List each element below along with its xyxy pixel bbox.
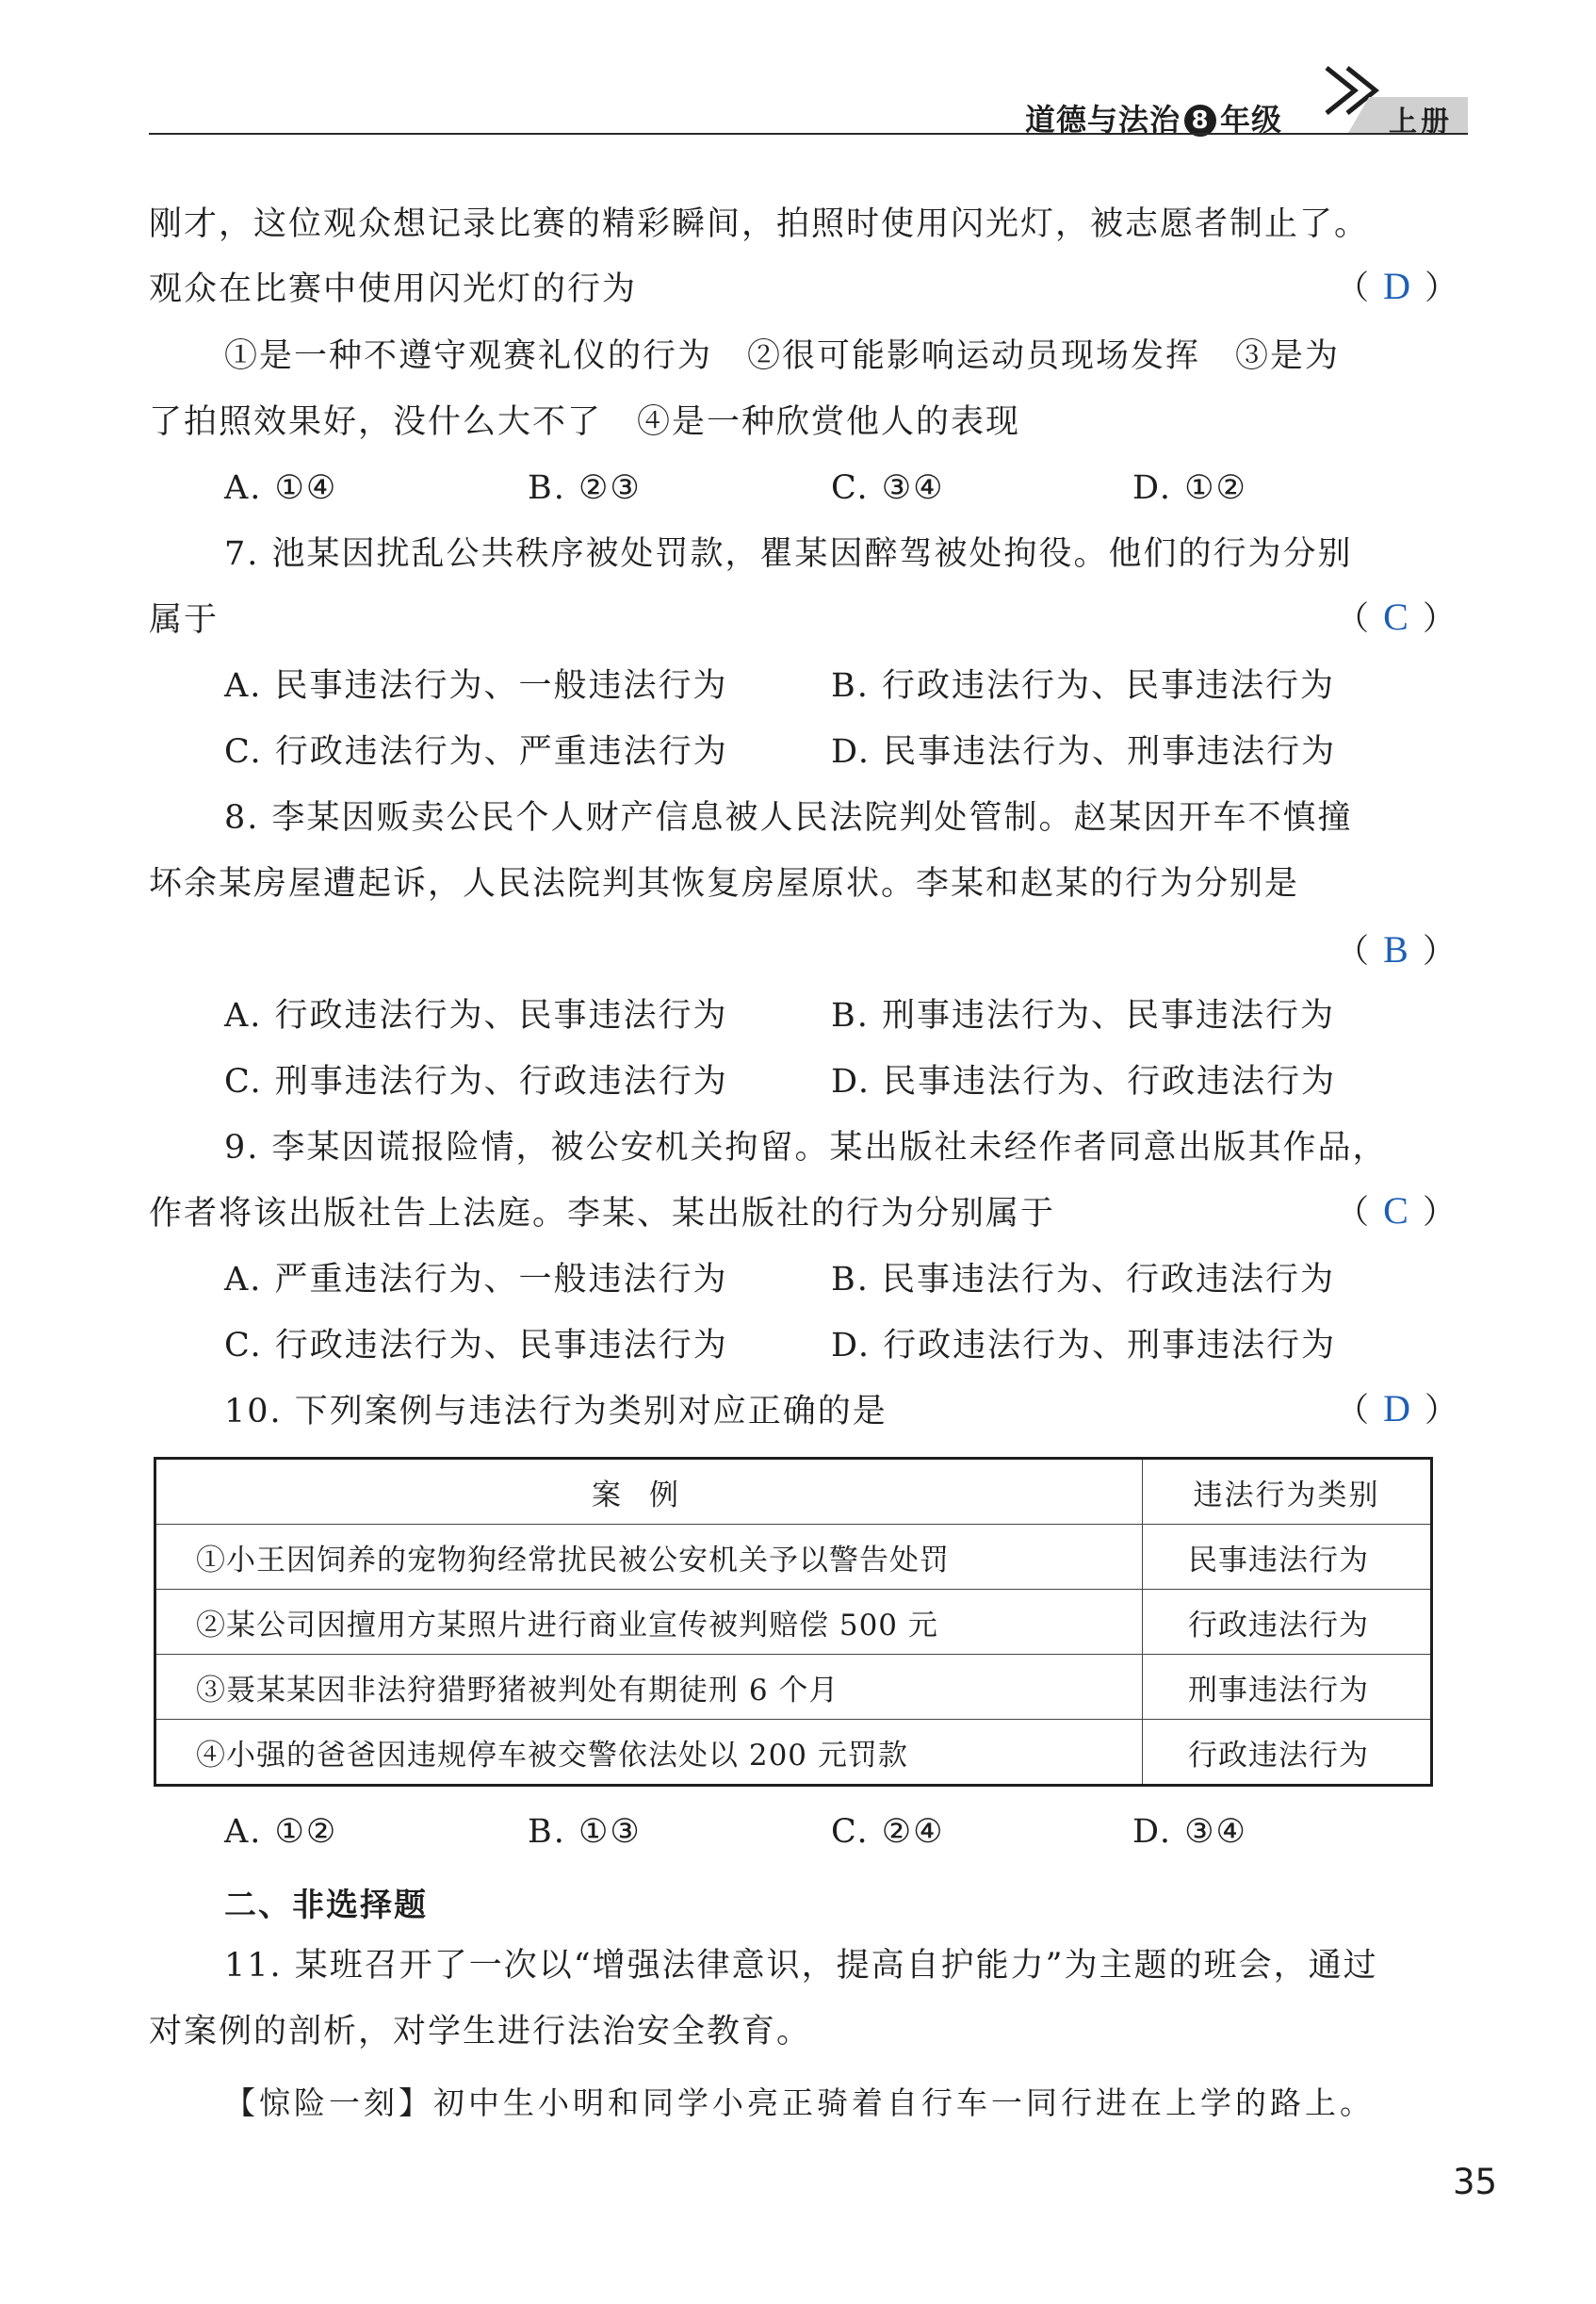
q6-line-2: 观众在比赛中使用闪光灯的行为 bbox=[149, 270, 638, 308]
q6-answer: D bbox=[1383, 265, 1413, 307]
q8-answer: B bbox=[1383, 928, 1410, 971]
grade-number-badge: 8 bbox=[1184, 105, 1216, 137]
q11-line-1: 11. 某班召开了一次以“增强法律意识，提高自护能力”为主题的班会，通过 bbox=[224, 1947, 1378, 1985]
q7-option-c: C. 行政违法行为、严重违法行为 bbox=[224, 733, 728, 771]
q8-option-c: C. 刑事违法行为、行政违法行为 bbox=[224, 1063, 728, 1101]
q9-answer-bracket: （ C ） bbox=[1336, 1189, 1458, 1232]
q9-answer: C bbox=[1383, 1189, 1410, 1232]
q6-statements-line-1: ①是一种不遵守观赛礼仪的行为 ②很可能影响运动员现场发挥 ③是为 bbox=[224, 337, 1341, 375]
page-number: 35 bbox=[1453, 2162, 1498, 2202]
q9-line-1: 9. 李某因谎报险情，被公安机关拘留。某出版社未经作者同意出版其作品， bbox=[224, 1129, 1388, 1167]
q10-line-1: 10. 下列案例与违法行为类别对应正确的是 bbox=[224, 1393, 888, 1430]
table-cell-category: 行政违法行为 bbox=[1143, 1720, 1432, 1786]
q9-option-c: C. 行政违法行为、民事违法行为 bbox=[224, 1327, 728, 1364]
table-row bbox=[155, 1720, 1432, 1786]
header-grade-suffix: 年级 bbox=[1220, 102, 1283, 138]
table-cell-case: ②某公司因擅用方某照片进行商业宣传被判赔偿 500 元 bbox=[155, 1590, 1143, 1655]
q7-option-d: D. 民事违法行为、刑事违法行为 bbox=[831, 733, 1337, 771]
case-table bbox=[154, 1457, 1433, 1787]
table-cell-category: 行政违法行为 bbox=[1143, 1590, 1432, 1655]
table-row bbox=[155, 1590, 1432, 1655]
volume-label: 上册 bbox=[1389, 106, 1453, 139]
q6-answer-bracket: （ D ） bbox=[1336, 265, 1460, 307]
q10-answer: D bbox=[1383, 1387, 1413, 1430]
q7-option-b: B. 行政违法行为、民事违法行为 bbox=[831, 667, 1335, 705]
table-cell-case: ①小王因饲养的宠物狗经常扰民被公安机关予以警告处罚 bbox=[155, 1525, 1143, 1590]
header-rule bbox=[149, 133, 1468, 135]
q7-line-1: 7. 池某因扰乱公共秩序被处罚款，瞿某因醉驾被处拘役。他们的行为分别 bbox=[224, 535, 1353, 573]
q9-line-2: 作者将该出版社告上法庭。李某、某出版社的行为分别属于 bbox=[149, 1195, 1056, 1233]
section-title: 二、非选择题 bbox=[224, 1887, 428, 1924]
q11-case-line: 【惊险一刻】初中生小明和同学小亮正骑着自行车一同行进在上学的路上。 bbox=[224, 2084, 1375, 2121]
q10-option-b: B. ①③ bbox=[528, 1813, 642, 1851]
q9-option-a: A. 严重违法行为、一般违法行为 bbox=[224, 1261, 728, 1299]
table-cell-case: ③聂某某因非法狩猎野猪被判处有期徒刑 6 个月 bbox=[155, 1655, 1143, 1720]
q8-option-d: D. 民事违法行为、行政违法行为 bbox=[831, 1063, 1337, 1101]
q10-option-c: C. ②④ bbox=[831, 1813, 945, 1851]
q9-option-d: D. 行政违法行为、刑事违法行为 bbox=[831, 1327, 1337, 1364]
q8-option-b: B. 刑事违法行为、民事违法行为 bbox=[831, 997, 1335, 1035]
table-header-category: 违法行为类别 bbox=[1143, 1459, 1432, 1525]
q10-option-d: D. ③④ bbox=[1132, 1813, 1247, 1851]
table-row bbox=[155, 1525, 1432, 1590]
table-cell-category: 民事违法行为 bbox=[1143, 1525, 1432, 1590]
table-header-case: 案例 bbox=[155, 1459, 1143, 1525]
q11-line-2: 对案例的剖析，对学生进行法治安全教育。 bbox=[149, 2013, 812, 2051]
table-cell-case: ④小强的爸爸因违规停车被交警依法处以 200 元罚款 bbox=[155, 1720, 1143, 1786]
q6-option-d: D. ①② bbox=[1132, 469, 1247, 507]
q7-line-2: 属于 bbox=[149, 601, 220, 639]
q8-answer-bracket: （ B ） bbox=[1336, 928, 1458, 971]
q7-answer-bracket: （ C ） bbox=[1336, 596, 1458, 638]
table-row bbox=[155, 1655, 1432, 1720]
q6-option-b: B. ②③ bbox=[528, 469, 642, 507]
q8-line-1: 8. 李某因贩卖公民个人财产信息被人民法院判处管制。赵某因开车不慎撞 bbox=[224, 799, 1353, 837]
q6-statements-line-2: 了拍照效果好，没什么大不了 ④是一种欣赏他人的表现 bbox=[149, 403, 1021, 441]
q9-option-b: B. 民事违法行为、行政违法行为 bbox=[831, 1261, 1335, 1299]
q6-line-1: 刚才，这位观众想记录比赛的精彩瞬间，拍照时使用闪光灯，被志愿者制止了。 bbox=[149, 205, 1370, 243]
q10-answer-bracket: （ D ） bbox=[1336, 1387, 1460, 1430]
q10-option-a: A. ①② bbox=[224, 1813, 338, 1851]
q6-option-c: C. ③④ bbox=[831, 469, 945, 507]
table-header-row bbox=[155, 1459, 1432, 1525]
q7-option-a: A. 民事违法行为、一般违法行为 bbox=[224, 667, 728, 705]
q6-option-a: A. ①④ bbox=[224, 469, 338, 507]
table-cell-category: 刑事违法行为 bbox=[1143, 1655, 1432, 1720]
q8-option-a: A. 行政违法行为、民事违法行为 bbox=[224, 997, 728, 1035]
q7-answer: C bbox=[1383, 596, 1410, 638]
header-subject: 道德与法治 bbox=[1025, 102, 1181, 138]
q8-line-2: 坏余某房屋遭起诉，人民法院判其恢复房屋原状。李某和赵某的行为分别是 bbox=[149, 865, 1300, 903]
